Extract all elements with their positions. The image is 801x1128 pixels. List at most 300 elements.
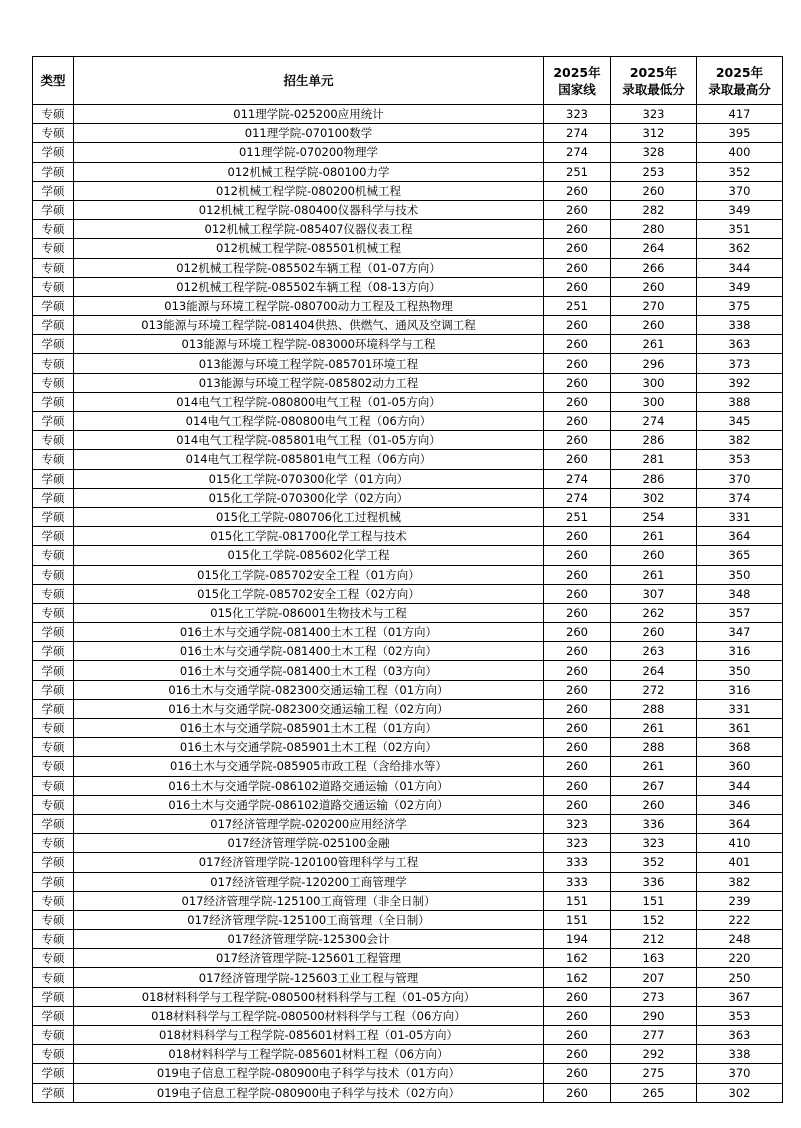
cell-min-score: 300 bbox=[611, 373, 697, 392]
cell-national-line: 260 bbox=[544, 200, 611, 219]
cell-national-line: 323 bbox=[544, 814, 611, 833]
table-row bbox=[33, 930, 783, 949]
cell-unit: 015化工学院-086001生物技术与工程 bbox=[74, 603, 544, 622]
cell-max-score: 363 bbox=[697, 335, 783, 354]
cell-min-score: 323 bbox=[611, 834, 697, 853]
cell-national-line: 260 bbox=[544, 258, 611, 277]
cell-min-score: 253 bbox=[611, 162, 697, 181]
cell-max-score: 365 bbox=[697, 546, 783, 565]
header-national-label: 国家线 bbox=[558, 81, 596, 97]
cell-min-score: 272 bbox=[611, 680, 697, 699]
cell-type: 专硕 bbox=[33, 910, 74, 929]
table-row bbox=[33, 1026, 783, 1045]
cell-max-score: 349 bbox=[697, 277, 783, 296]
table-row bbox=[33, 853, 783, 872]
cell-type: 学硕 bbox=[33, 412, 74, 431]
cell-min-score: 290 bbox=[611, 1006, 697, 1025]
cell-max-score: 316 bbox=[697, 680, 783, 699]
cell-national-line: 260 bbox=[544, 392, 611, 411]
cell-type: 学硕 bbox=[33, 853, 74, 872]
cell-type: 专硕 bbox=[33, 565, 74, 584]
cell-max-score: 392 bbox=[697, 373, 783, 392]
cell-type: 专硕 bbox=[33, 584, 74, 603]
cell-national-line: 274 bbox=[544, 469, 611, 488]
cell-min-score: 300 bbox=[611, 392, 697, 411]
cell-type: 学硕 bbox=[33, 1083, 74, 1102]
cell-min-score: 280 bbox=[611, 220, 697, 239]
cell-max-score: 370 bbox=[697, 1064, 783, 1083]
table-row bbox=[33, 507, 783, 526]
cell-national-line: 260 bbox=[544, 181, 611, 200]
cell-min-score: 270 bbox=[611, 296, 697, 315]
table-row bbox=[33, 565, 783, 584]
cell-min-score: 312 bbox=[611, 124, 697, 143]
cell-type: 学硕 bbox=[33, 316, 74, 335]
cell-type: 学硕 bbox=[33, 507, 74, 526]
cell-max-score: 248 bbox=[697, 930, 783, 949]
table-row bbox=[33, 910, 783, 929]
cell-type: 专硕 bbox=[33, 930, 74, 949]
cell-max-score: 360 bbox=[697, 757, 783, 776]
cell-unit: 015化工学院-085702安全工程（01方向） bbox=[74, 565, 544, 584]
cell-max-score: 348 bbox=[697, 584, 783, 603]
cell-unit: 013能源与环境工程学院-083000环境科学与工程 bbox=[74, 335, 544, 354]
cell-type: 专硕 bbox=[33, 373, 74, 392]
cell-unit: 011理学院-070200物理学 bbox=[74, 143, 544, 162]
cell-max-score: 349 bbox=[697, 200, 783, 219]
cell-max-score: 352 bbox=[697, 162, 783, 181]
cell-type: 专硕 bbox=[33, 757, 74, 776]
cell-type: 学硕 bbox=[33, 987, 74, 1006]
cell-national-line: 260 bbox=[544, 1006, 611, 1025]
table-row bbox=[33, 661, 783, 680]
cell-unit: 016土木与交通学院-081400土木工程（02方向） bbox=[74, 642, 544, 661]
cell-national-line: 274 bbox=[544, 488, 611, 507]
cell-national-line: 260 bbox=[544, 450, 611, 469]
cell-min-score: 163 bbox=[611, 949, 697, 968]
cell-national-line: 260 bbox=[544, 642, 611, 661]
table-row bbox=[33, 258, 783, 277]
header-max-year: 2025年 bbox=[715, 64, 764, 80]
cell-type: 学硕 bbox=[33, 392, 74, 411]
cell-national-line: 194 bbox=[544, 930, 611, 949]
cell-unit: 014电气工程学院-080800电气工程（01-05方向） bbox=[74, 392, 544, 411]
cell-max-score: 350 bbox=[697, 661, 783, 680]
table-row bbox=[33, 335, 783, 354]
cell-min-score: 307 bbox=[611, 584, 697, 603]
cell-max-score: 374 bbox=[697, 488, 783, 507]
header-max-score bbox=[697, 57, 783, 105]
cell-national-line: 260 bbox=[544, 719, 611, 738]
cell-type: 专硕 bbox=[33, 277, 74, 296]
cell-max-score: 357 bbox=[697, 603, 783, 622]
cell-max-score: 400 bbox=[697, 143, 783, 162]
cell-national-line: 260 bbox=[544, 1064, 611, 1083]
cell-unit: 016土木与交通学院-082300交通运输工程（02方向） bbox=[74, 699, 544, 718]
table-row bbox=[33, 699, 783, 718]
table-row bbox=[33, 373, 783, 392]
cell-min-score: 352 bbox=[611, 853, 697, 872]
cell-min-score: 266 bbox=[611, 258, 697, 277]
cell-national-line: 260 bbox=[544, 220, 611, 239]
cell-min-score: 281 bbox=[611, 450, 697, 469]
cell-max-score: 382 bbox=[697, 431, 783, 450]
cell-unit: 017经济管理学院-125603工业工程与管理 bbox=[74, 968, 544, 987]
table-row bbox=[33, 143, 783, 162]
cell-min-score: 152 bbox=[611, 910, 697, 929]
cell-min-score: 261 bbox=[611, 719, 697, 738]
cell-unit: 017经济管理学院-020200应用经济学 bbox=[74, 814, 544, 833]
cell-min-score: 260 bbox=[611, 623, 697, 642]
cell-unit: 012机械工程学院-080400仪器科学与技术 bbox=[74, 200, 544, 219]
cell-min-score: 275 bbox=[611, 1064, 697, 1083]
cell-max-score: 363 bbox=[697, 1026, 783, 1045]
table-row bbox=[33, 949, 783, 968]
cell-national-line: 251 bbox=[544, 296, 611, 315]
header-max-label: 录取最高分 bbox=[708, 81, 771, 97]
cell-unit: 017经济管理学院-125100工商管理（非全日制） bbox=[74, 891, 544, 910]
cell-min-score: 261 bbox=[611, 565, 697, 584]
cell-unit: 015化工学院-070300化学（01方向） bbox=[74, 469, 544, 488]
cell-max-score: 417 bbox=[697, 105, 783, 124]
cell-min-score: 286 bbox=[611, 469, 697, 488]
cell-unit: 012机械工程学院-080100力学 bbox=[74, 162, 544, 181]
cell-unit: 015化工学院-080706化工过程机械 bbox=[74, 507, 544, 526]
cell-unit: 016土木与交通学院-082300交通运输工程（01方向） bbox=[74, 680, 544, 699]
table-row bbox=[33, 488, 783, 507]
table-row bbox=[33, 1045, 783, 1064]
cell-max-score: 347 bbox=[697, 623, 783, 642]
cell-min-score: 265 bbox=[611, 1083, 697, 1102]
cell-max-score: 344 bbox=[697, 258, 783, 277]
cell-min-score: 292 bbox=[611, 1045, 697, 1064]
table-body bbox=[33, 105, 783, 1103]
cell-max-score: 220 bbox=[697, 949, 783, 968]
cell-unit: 017经济管理学院-120200工商管理学 bbox=[74, 872, 544, 891]
cell-unit: 014电气工程学院-080800电气工程（06方向） bbox=[74, 412, 544, 431]
cell-min-score: 262 bbox=[611, 603, 697, 622]
cell-max-score: 361 bbox=[697, 719, 783, 738]
cell-max-score: 250 bbox=[697, 968, 783, 987]
cell-national-line: 251 bbox=[544, 162, 611, 181]
cell-min-score: 261 bbox=[611, 335, 697, 354]
cell-type: 专硕 bbox=[33, 738, 74, 757]
cell-min-score: 267 bbox=[611, 776, 697, 795]
cell-unit: 019电子信息工程学院-080900电子科学与技术（01方向） bbox=[74, 1064, 544, 1083]
cell-type: 学硕 bbox=[33, 527, 74, 546]
cell-type: 专硕 bbox=[33, 354, 74, 373]
cell-type: 学硕 bbox=[33, 680, 74, 699]
cell-unit: 016土木与交通学院-085901土木工程（01方向） bbox=[74, 719, 544, 738]
cell-type: 学硕 bbox=[33, 661, 74, 680]
cell-unit: 017经济管理学院-120100管理科学与工程 bbox=[74, 853, 544, 872]
cell-national-line: 260 bbox=[544, 603, 611, 622]
cell-unit: 016土木与交通学院-086102道路交通运输（02方向） bbox=[74, 795, 544, 814]
cell-national-line: 260 bbox=[544, 661, 611, 680]
cell-min-score: 296 bbox=[611, 354, 697, 373]
cell-national-line: 260 bbox=[544, 699, 611, 718]
cell-national-line: 260 bbox=[544, 680, 611, 699]
cell-max-score: 375 bbox=[697, 296, 783, 315]
cell-type: 学硕 bbox=[33, 814, 74, 833]
cell-max-score: 302 bbox=[697, 1083, 783, 1102]
cell-national-line: 274 bbox=[544, 124, 611, 143]
cell-min-score: 336 bbox=[611, 872, 697, 891]
header-min-score bbox=[611, 57, 697, 105]
header-min-year: 2025年 bbox=[629, 64, 678, 80]
cell-national-line: 260 bbox=[544, 738, 611, 757]
cell-unit: 017经济管理学院-125601工程管理 bbox=[74, 949, 544, 968]
cell-max-score: 410 bbox=[697, 834, 783, 853]
cell-unit: 016土木与交通学院-086102道路交通运输（01方向） bbox=[74, 776, 544, 795]
cell-max-score: 316 bbox=[697, 642, 783, 661]
table-row bbox=[33, 834, 783, 853]
table-row bbox=[33, 277, 783, 296]
cell-min-score: 254 bbox=[611, 507, 697, 526]
cell-max-score: 382 bbox=[697, 872, 783, 891]
table-row bbox=[33, 719, 783, 738]
header-national-year: 2025年 bbox=[553, 64, 601, 80]
cell-unit: 013能源与环境工程学院-080700动力工程及工程热物理 bbox=[74, 296, 544, 315]
cell-unit: 012机械工程学院-080200机械工程 bbox=[74, 181, 544, 200]
cell-national-line: 260 bbox=[544, 1026, 611, 1045]
cell-national-line: 323 bbox=[544, 105, 611, 124]
table-row bbox=[33, 968, 783, 987]
cell-national-line: 151 bbox=[544, 910, 611, 929]
cell-national-line: 260 bbox=[544, 335, 611, 354]
table-row bbox=[33, 527, 783, 546]
cell-unit: 016土木与交通学院-085905市政工程（含给排水等） bbox=[74, 757, 544, 776]
cell-min-score: 212 bbox=[611, 930, 697, 949]
cell-unit: 016土木与交通学院-085901土木工程（02方向） bbox=[74, 738, 544, 757]
cell-national-line: 274 bbox=[544, 143, 611, 162]
cell-min-score: 264 bbox=[611, 239, 697, 258]
cell-unit: 015化工学院-070300化学（02方向） bbox=[74, 488, 544, 507]
cell-max-score: 346 bbox=[697, 795, 783, 814]
table-row bbox=[33, 795, 783, 814]
cell-min-score: 264 bbox=[611, 661, 697, 680]
cell-type: 学硕 bbox=[33, 699, 74, 718]
cell-type: 专硕 bbox=[33, 891, 74, 910]
cell-unit: 017经济管理学院-125300会计 bbox=[74, 930, 544, 949]
cell-unit: 018材料科学与工程学院-080500材料科学与工程（01-05方向） bbox=[74, 987, 544, 1006]
table-row bbox=[33, 891, 783, 910]
cell-max-score: 351 bbox=[697, 220, 783, 239]
cell-min-score: 260 bbox=[611, 277, 697, 296]
cell-national-line: 162 bbox=[544, 968, 611, 987]
cell-unit: 018材料科学与工程学院-085601材料工程（01-05方向） bbox=[74, 1026, 544, 1045]
cell-type: 学硕 bbox=[33, 181, 74, 200]
cell-unit: 015化工学院-085702安全工程（02方向） bbox=[74, 584, 544, 603]
cell-min-score: 286 bbox=[611, 431, 697, 450]
cell-type: 学硕 bbox=[33, 488, 74, 507]
cell-national-line: 260 bbox=[544, 623, 611, 642]
cell-min-score: 282 bbox=[611, 200, 697, 219]
cell-type: 学硕 bbox=[33, 162, 74, 181]
cell-max-score: 345 bbox=[697, 412, 783, 431]
cell-national-line: 260 bbox=[544, 354, 611, 373]
cell-type: 学硕 bbox=[33, 296, 74, 315]
cell-min-score: 263 bbox=[611, 642, 697, 661]
cell-type: 专硕 bbox=[33, 105, 74, 124]
cell-unit: 015化工学院-081700化学工程与技术 bbox=[74, 527, 544, 546]
cell-unit: 012机械工程学院-085501机械工程 bbox=[74, 239, 544, 258]
cell-unit: 015化工学院-085602化学工程 bbox=[74, 546, 544, 565]
table-row bbox=[33, 200, 783, 219]
cell-max-score: 353 bbox=[697, 1006, 783, 1025]
cell-type: 专硕 bbox=[33, 795, 74, 814]
table-row bbox=[33, 431, 783, 450]
table-row bbox=[33, 814, 783, 833]
cell-type: 学硕 bbox=[33, 1064, 74, 1083]
cell-max-score: 364 bbox=[697, 527, 783, 546]
cell-max-score: 370 bbox=[697, 469, 783, 488]
table-row bbox=[33, 124, 783, 143]
cell-max-score: 401 bbox=[697, 853, 783, 872]
cell-type: 专硕 bbox=[33, 968, 74, 987]
cell-national-line: 251 bbox=[544, 507, 611, 526]
cell-type: 学硕 bbox=[33, 642, 74, 661]
table-row bbox=[33, 603, 783, 622]
cell-max-score: 344 bbox=[697, 776, 783, 795]
cell-type: 学硕 bbox=[33, 143, 74, 162]
cell-type: 学硕 bbox=[33, 623, 74, 642]
cell-type: 专硕 bbox=[33, 546, 74, 565]
cell-type: 专硕 bbox=[33, 834, 74, 853]
cell-max-score: 239 bbox=[697, 891, 783, 910]
table-row bbox=[33, 1083, 783, 1102]
table-row bbox=[33, 872, 783, 891]
cell-max-score: 395 bbox=[697, 124, 783, 143]
cell-type: 专硕 bbox=[33, 719, 74, 738]
cell-min-score: 323 bbox=[611, 105, 697, 124]
cell-max-score: 373 bbox=[697, 354, 783, 373]
cell-min-score: 207 bbox=[611, 968, 697, 987]
cell-national-line: 260 bbox=[544, 795, 611, 814]
cell-unit: 014电气工程学院-085801电气工程（01-05方向） bbox=[74, 431, 544, 450]
cell-min-score: 302 bbox=[611, 488, 697, 507]
cell-max-score: 331 bbox=[697, 507, 783, 526]
table-row bbox=[33, 642, 783, 661]
cell-min-score: 288 bbox=[611, 738, 697, 757]
cell-type: 专硕 bbox=[33, 431, 74, 450]
cell-unit: 012机械工程学院-085407仪器仪表工程 bbox=[74, 220, 544, 239]
header-unit: 招生单元 bbox=[74, 57, 544, 105]
cell-max-score: 338 bbox=[697, 1045, 783, 1064]
table-row bbox=[33, 1064, 783, 1083]
table-header-row bbox=[33, 57, 783, 105]
cell-type: 专硕 bbox=[33, 1026, 74, 1045]
cell-unit: 013能源与环境工程学院-085802动力工程 bbox=[74, 373, 544, 392]
cell-unit: 011理学院-025200应用统计 bbox=[74, 105, 544, 124]
cell-national-line: 260 bbox=[544, 277, 611, 296]
table-row bbox=[33, 469, 783, 488]
cell-type: 专硕 bbox=[33, 603, 74, 622]
table-row bbox=[33, 450, 783, 469]
cell-min-score: 273 bbox=[611, 987, 697, 1006]
table-row bbox=[33, 757, 783, 776]
cell-type: 专硕 bbox=[33, 776, 74, 795]
cell-national-line: 260 bbox=[544, 373, 611, 392]
cell-unit: 018材料科学与工程学院-080500材料科学与工程（06方向） bbox=[74, 1006, 544, 1025]
table-row bbox=[33, 392, 783, 411]
table-row bbox=[33, 296, 783, 315]
cell-type: 专硕 bbox=[33, 124, 74, 143]
cell-national-line: 260 bbox=[544, 1045, 611, 1064]
table-row bbox=[33, 776, 783, 795]
cell-unit: 018材料科学与工程学院-085601材料工程（06方向） bbox=[74, 1045, 544, 1064]
cell-max-score: 222 bbox=[697, 910, 783, 929]
table-row bbox=[33, 220, 783, 239]
table-row bbox=[33, 239, 783, 258]
table-row bbox=[33, 354, 783, 373]
cell-max-score: 331 bbox=[697, 699, 783, 718]
cell-type: 学硕 bbox=[33, 335, 74, 354]
cell-national-line: 333 bbox=[544, 872, 611, 891]
cell-national-line: 260 bbox=[544, 1083, 611, 1102]
cell-type: 专硕 bbox=[33, 1045, 74, 1064]
cell-national-line: 260 bbox=[544, 546, 611, 565]
cell-max-score: 367 bbox=[697, 987, 783, 1006]
cell-min-score: 328 bbox=[611, 143, 697, 162]
cell-national-line: 162 bbox=[544, 949, 611, 968]
cell-min-score: 288 bbox=[611, 699, 697, 718]
cell-unit: 013能源与环境工程学院-085701环境工程 bbox=[74, 354, 544, 373]
table-row bbox=[33, 162, 783, 181]
cell-type: 专硕 bbox=[33, 220, 74, 239]
cell-unit: 019电子信息工程学院-080900电子科学与技术（02方向） bbox=[74, 1083, 544, 1102]
table-row bbox=[33, 680, 783, 699]
cell-national-line: 260 bbox=[544, 527, 611, 546]
cell-unit: 012机械工程学院-085502车辆工程（08-13方向） bbox=[74, 277, 544, 296]
table-row bbox=[33, 738, 783, 757]
cell-national-line: 260 bbox=[544, 987, 611, 1006]
cell-national-line: 260 bbox=[544, 565, 611, 584]
cell-type: 专硕 bbox=[33, 258, 74, 277]
cell-max-score: 362 bbox=[697, 239, 783, 258]
cell-max-score: 388 bbox=[697, 392, 783, 411]
cell-type: 学硕 bbox=[33, 872, 74, 891]
cell-max-score: 338 bbox=[697, 316, 783, 335]
header-national-line bbox=[544, 57, 611, 105]
cell-unit: 013能源与环境工程学院-081404供热、供燃气、通风及空调工程 bbox=[74, 316, 544, 335]
header-min-label: 录取最低分 bbox=[622, 81, 685, 97]
cell-unit: 016土木与交通学院-081400土木工程（03方向） bbox=[74, 661, 544, 680]
cell-national-line: 260 bbox=[544, 239, 611, 258]
cell-min-score: 274 bbox=[611, 412, 697, 431]
cell-min-score: 277 bbox=[611, 1026, 697, 1045]
cell-national-line: 260 bbox=[544, 757, 611, 776]
table-row bbox=[33, 1006, 783, 1025]
cell-min-score: 260 bbox=[611, 795, 697, 814]
cell-unit: 016土木与交通学院-081400土木工程（01方向） bbox=[74, 623, 544, 642]
cell-min-score: 151 bbox=[611, 891, 697, 910]
cell-min-score: 260 bbox=[611, 546, 697, 565]
table-row bbox=[33, 412, 783, 431]
cell-max-score: 364 bbox=[697, 814, 783, 833]
cell-national-line: 151 bbox=[544, 891, 611, 910]
cell-unit: 017经济管理学院-125100工商管理（全日制） bbox=[74, 910, 544, 929]
cell-type: 专硕 bbox=[33, 450, 74, 469]
cell-max-score: 368 bbox=[697, 738, 783, 757]
cell-min-score: 261 bbox=[611, 527, 697, 546]
cell-unit: 014电气工程学院-085801电气工程（06方向） bbox=[74, 450, 544, 469]
table-row bbox=[33, 181, 783, 200]
cell-min-score: 260 bbox=[611, 181, 697, 200]
cell-national-line: 260 bbox=[544, 431, 611, 450]
cell-max-score: 370 bbox=[697, 181, 783, 200]
cell-type: 专硕 bbox=[33, 239, 74, 258]
